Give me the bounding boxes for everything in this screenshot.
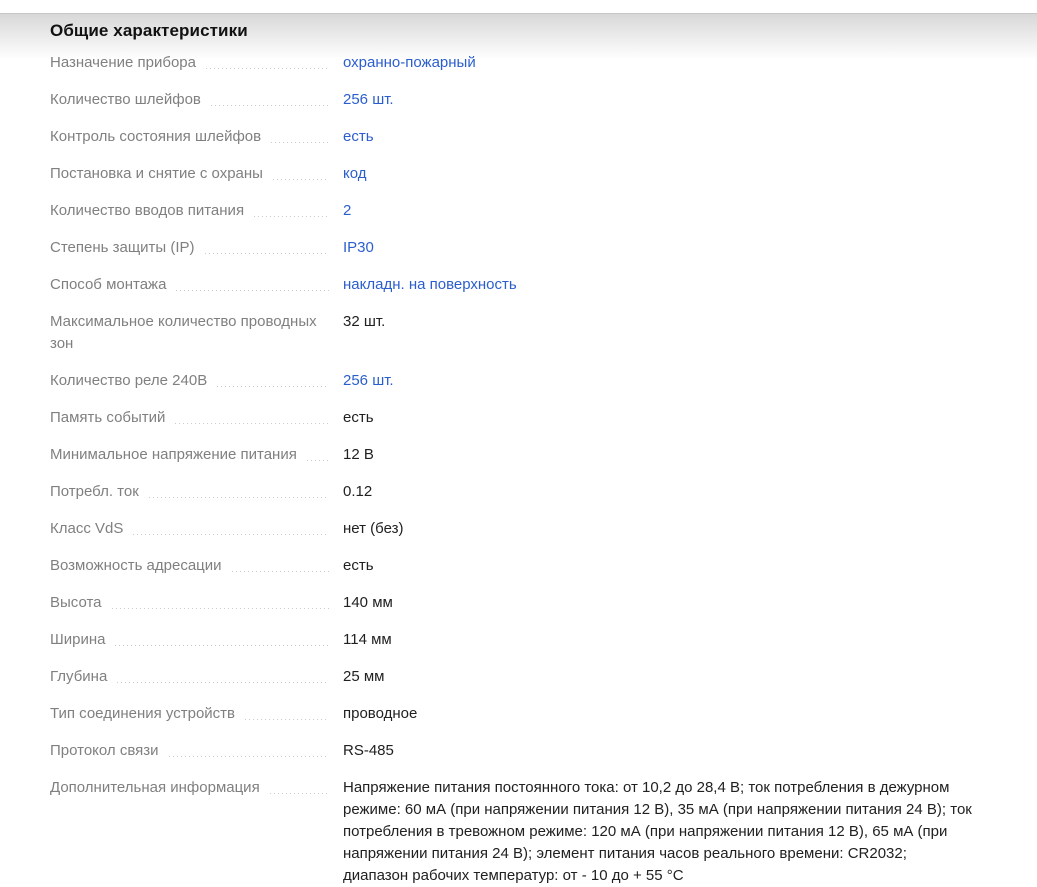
dotted-leader [307,460,329,461]
spec-value-box [343,163,973,185]
spec-value-box [343,52,973,74]
spec-row [50,703,977,725]
spec-value-box [343,666,973,688]
spec-label-box [50,481,343,503]
dotted-leader [211,105,329,106]
spec-row [50,481,977,503]
spec-value: RS-485 [343,742,394,759]
spec-value: 114 мм [343,631,392,648]
spec-value: 32 шт. [343,313,386,330]
dotted-leader [117,682,329,683]
spec-value-box [343,311,973,333]
spec-label-box [50,518,343,540]
spec-label-box [50,740,343,762]
spec-row [50,274,977,296]
spec-value-box [343,481,973,503]
spec-value: 140 мм [343,594,393,611]
spec-label-box [50,163,343,185]
spec-value-box [343,777,973,887]
spec-label: Дополнительная информация [50,779,260,796]
spec-label-box [50,89,343,111]
spec-value-link[interactable]: есть [343,128,374,145]
spec-label-box [50,555,343,577]
spec-label: Протокол связи [50,742,159,759]
dotted-leader [115,645,329,646]
spec-label-box [50,126,343,148]
spec-label: Потребл. ток [50,483,139,500]
dotted-leader [270,793,329,794]
dotted-leader [169,756,329,757]
spec-label-box [50,592,343,614]
spec-value: 25 мм [343,668,385,685]
spec-label: Тип соединения устройств [50,705,236,722]
spec-row [50,518,977,540]
dotted-leader [112,608,329,609]
spec-label: Контроль состояния шлейфов [50,128,262,145]
spec-value-box [343,126,973,148]
spec-label: Количество реле 240В [50,372,208,389]
spec-value-box [343,237,973,259]
spec-row [50,629,977,651]
spec-label-box [50,311,343,355]
spec-label: Память событий [50,409,166,426]
spec-value-box [343,703,973,725]
spec-label: Высота [50,594,102,611]
page-top-whitespace [0,0,1037,13]
section-title: Общие характеристики [50,21,248,40]
spec-value-box [343,89,973,111]
spec-label: Количество шлейфов [50,91,201,108]
spec-label-box [50,370,343,392]
spec-row [50,592,977,614]
spec-label: Возможность адресации [50,557,222,574]
spec-value-box [343,555,973,577]
spec-row [50,555,977,577]
dotted-leader [205,253,329,254]
spec-value: проводное [343,705,418,722]
spec-row [50,163,977,185]
spec-label-box [50,274,343,296]
spec-label-box [50,52,343,74]
spec-label: Минимальное напряжение питания [50,446,297,463]
dotted-leader [206,68,329,69]
specs-list [50,52,977,887]
spec-label: Максимальное количество проводных зон [50,313,317,352]
spec-label: Постановка и снятие с охраны [50,165,263,182]
spec-value: нет (без) [343,520,404,537]
spec-label-box [50,703,343,725]
spec-value-box [343,274,973,296]
dotted-leader [273,179,329,180]
spec-value: есть [343,409,374,426]
specs-section [0,13,1037,887]
spec-row [50,444,977,466]
spec-value-link[interactable]: накладн. на поверхность [343,276,517,293]
spec-value: Напряжение питания постоянного тока: от 10,2 до 28,4 В; ток потребления в дежурном режиме: 60 мА (при напряжении питания 12 В), 35 мА (при напряжении питания 24 В); ток потребления в тревожном режиме: 120 мА (при напряжении питания 12 В), 65 мА (при напряжении питания 24 В); элемент питания часов реального времени: CR2032; диапазон рабочих температур: от - 10 до + 55 °C [343,779,972,884]
dotted-leader [217,386,329,387]
spec-label-box [50,237,343,259]
spec-label-box [50,629,343,651]
spec-value-box [343,370,973,392]
spec-value-link[interactable]: 256 шт. [343,372,394,389]
spec-label-box [50,444,343,466]
spec-value-link[interactable]: охранно-пожарный [343,54,476,71]
dotted-leader [176,290,329,291]
dotted-leader [271,142,329,143]
spec-value-box [343,629,973,651]
spec-label-box [50,407,343,429]
spec-label-box [50,666,343,688]
spec-label: Класс VdS [50,520,124,537]
spec-label: Ширина [50,631,106,648]
spec-value-link[interactable]: 256 шт. [343,91,394,108]
spec-row [50,311,977,355]
spec-value-box [343,200,973,222]
dotted-leader [175,423,329,424]
spec-value-box [343,518,973,540]
spec-value: 12 В [343,446,374,463]
spec-label-box [50,777,343,799]
spec-row [50,407,977,429]
dotted-leader [254,216,329,217]
spec-value: 0.12 [343,483,373,500]
spec-label: Способ монтажа [50,276,167,293]
spec-row [50,666,977,688]
spec-row [50,777,977,887]
spec-value-box [343,592,973,614]
spec-label-box [50,200,343,222]
dotted-leader [232,571,329,572]
spec-value-link[interactable]: IP30 [343,239,374,256]
spec-row [50,126,977,148]
dotted-leader [245,719,329,720]
spec-value-box [343,444,973,466]
dotted-leader [149,497,329,498]
spec-row [50,237,977,259]
spec-row [50,370,977,392]
spec-value-link[interactable]: код [343,165,367,182]
spec-value: есть [343,557,374,574]
dotted-leader [133,534,329,535]
spec-row [50,52,977,74]
spec-row [50,89,977,111]
spec-label: Назначение прибора [50,54,196,71]
spec-value-box [343,740,973,762]
spec-label: Количество вводов питания [50,202,245,219]
spec-value-box [343,407,973,429]
spec-row [50,200,977,222]
spec-label: Степень защиты (IP) [50,239,195,256]
spec-value-link[interactable]: 2 [343,202,352,219]
spec-label: Глубина [50,668,108,685]
spec-row [50,740,977,762]
